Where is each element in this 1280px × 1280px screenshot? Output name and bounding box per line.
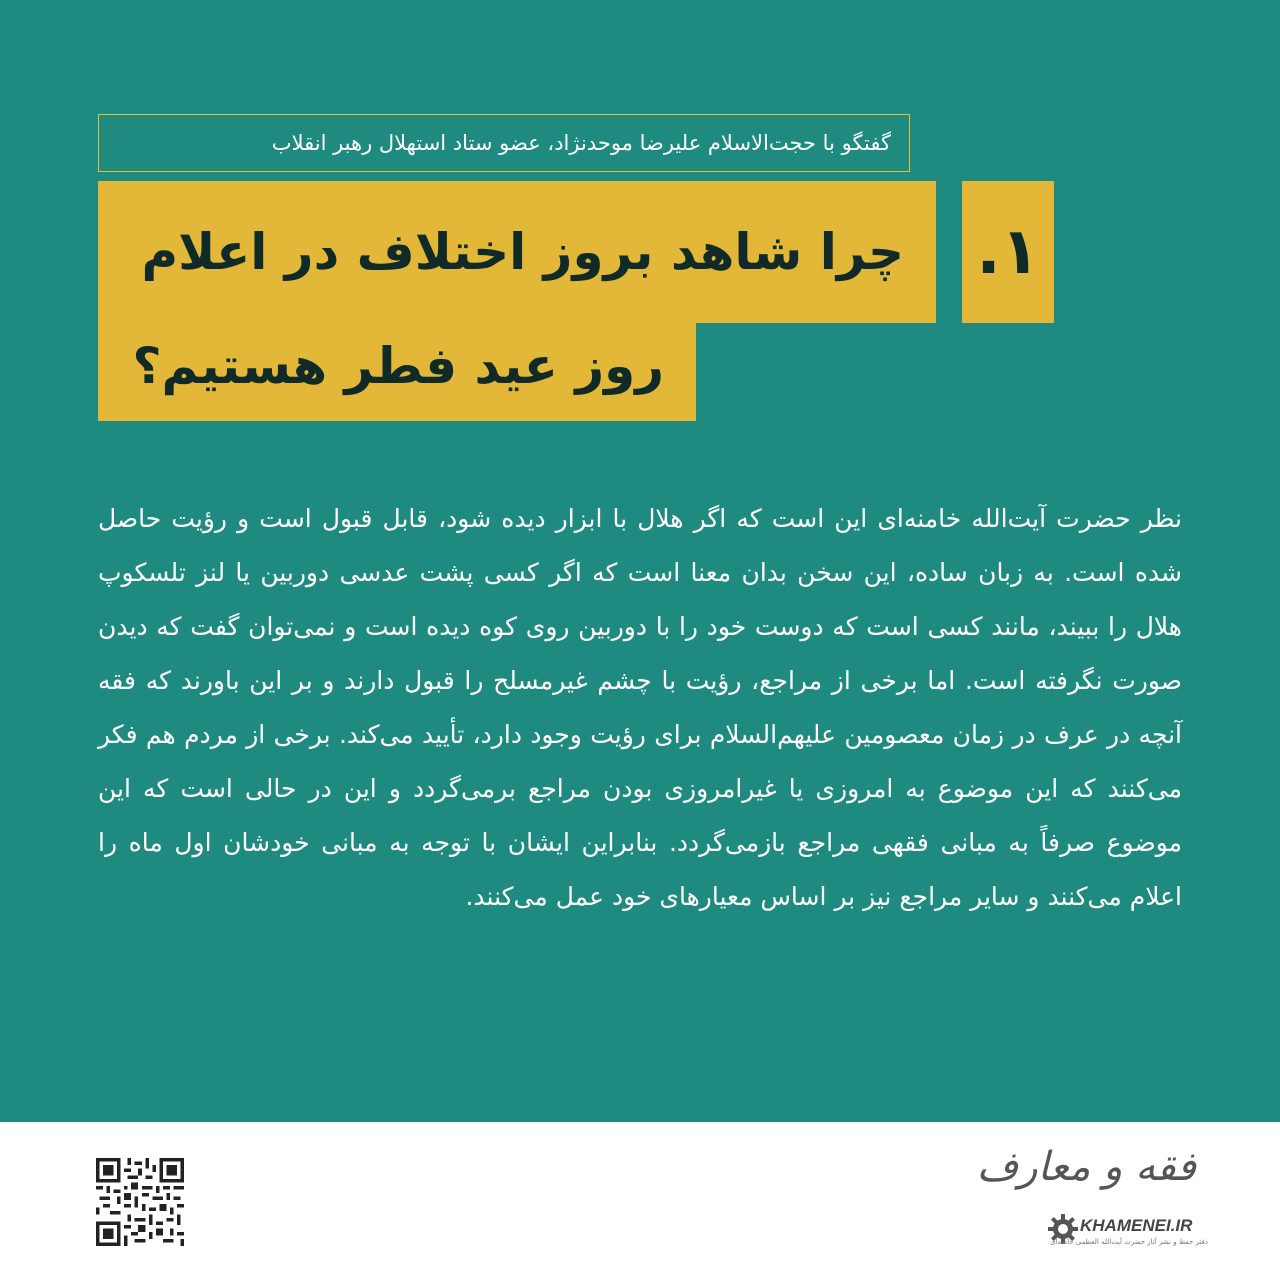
logo-script-text: فقه و معارف (976, 1144, 1196, 1190)
interview-caption: گفتگو با حجت‌الاسلام علیرضا موحدنژاد، عضو ستاد استهلال رهبر انقلاب (98, 114, 910, 172)
logo-brand-text: KHAMENEI.IR (1080, 1216, 1193, 1235)
qr-code-icon (96, 1158, 184, 1246)
footer (0, 1122, 1280, 1280)
title-line-1: چرا شاهد بروز اختلاف در اعلام (98, 181, 936, 323)
title-line-2: روز عید فطر هستیم؟ (98, 323, 696, 421)
logo-tagline: دفتر حفظ و نشر آثار حضرت آیت‌الله العظمی خامنه‌ای (1050, 1238, 1208, 1246)
body-paragraph: نظر حضرت آیت‌الله خامنه‌ای این است که اگر هلال با ابزار دیده شود، قابل قبول است و رؤیت حاصل شده است. به زبان ساده، این سخن بدان معنا است که اگر کسی پشت عدسی دوربین یا لنز تلسکوپ هلال را ببیند، مانند کسی است که دوست خود را با دوربین روی کوه دیده است و نمی‌توان گفت که دیدن صورت نگرفته است. اما برخی از مراجع، رؤیت با چشم غیرمسلح را قبول دارند و بر این باورند که فقه آنچه در عرف در زمان معصومین علیهم‌السلام برای رؤیت وجود دارد، تأیید می‌کند. برخی از مردم هم فکر می‌کنند که این موضوع به امروزی یا غیرامروزی بودن مراجع برمی‌گردد و این در حالی است که این موضوع صرفاً به مبانی فقهی مراجع بازمی‌گردد. بنابراین ایشان با توجه به مبانی خودشان اول ماه را اعلام می‌کنند و سایر مراجع نیز بر اساس معیارهای خود عمل می‌کنند. (98, 504, 1182, 911)
item-number: ۱. (962, 181, 1054, 323)
khamenei-logo (976, 1140, 1210, 1264)
